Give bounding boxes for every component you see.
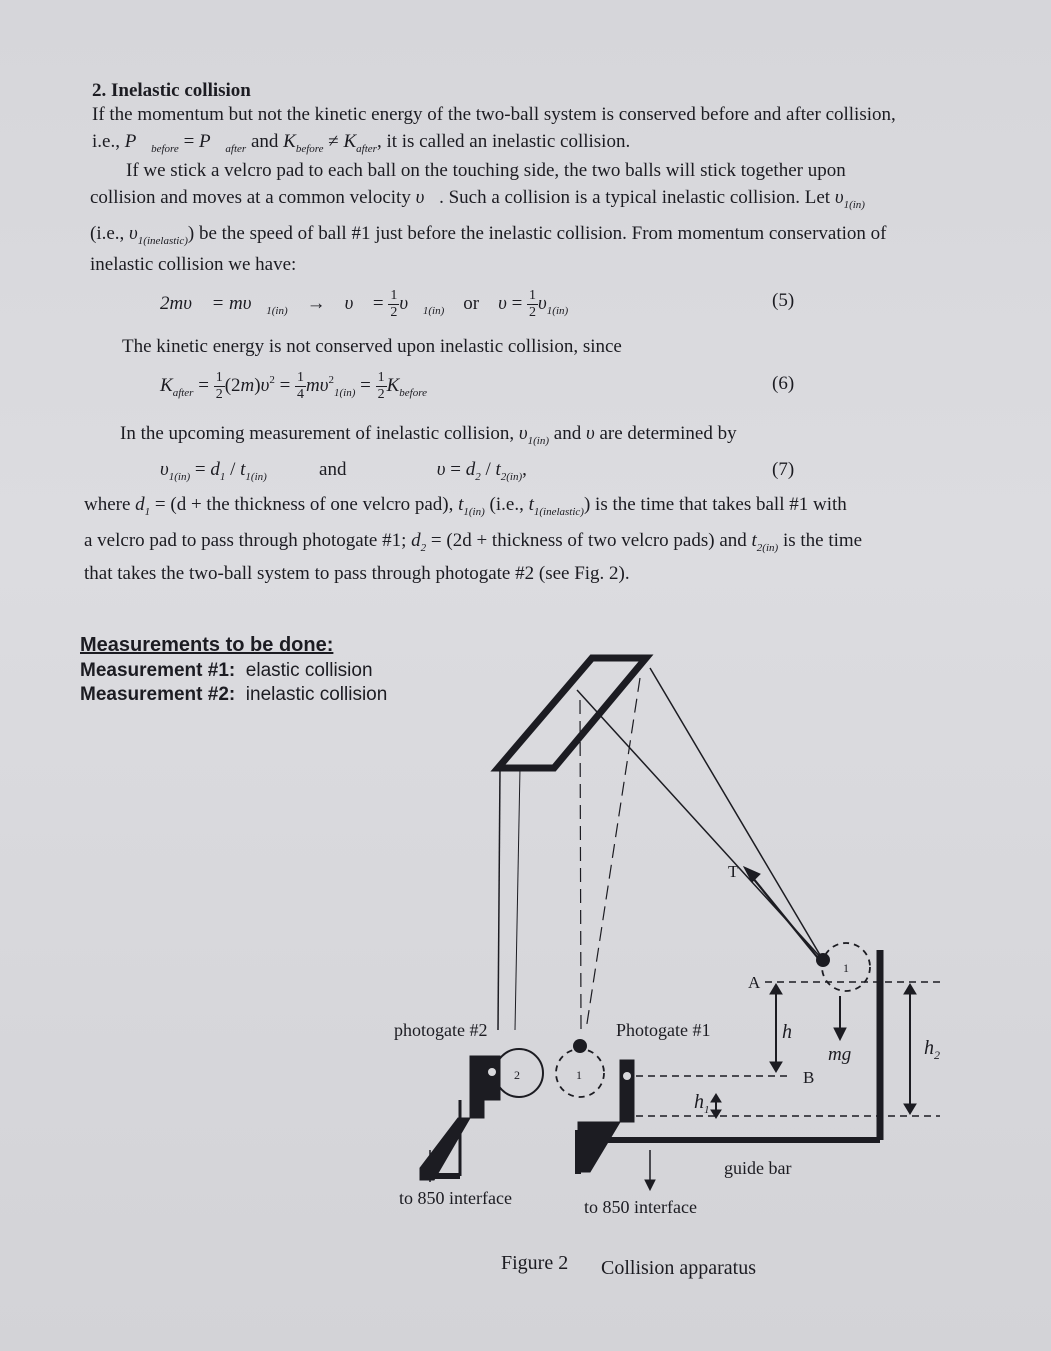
- figure-caption-number: Figure 2: [501, 1252, 569, 1274]
- equation-6-number: (6): [772, 373, 795, 394]
- measurement-2: Measurement #2: inelastic collision: [80, 684, 388, 705]
- string-inner: [515, 768, 520, 1030]
- figure-caption-title: Collision apparatus: [601, 1257, 756, 1279]
- label-ball-2: 2: [514, 1068, 520, 1082]
- kinetic-energy-line: The kinetic energy is not conserved upon inelastic collision, since: [122, 336, 622, 357]
- measurement-1: Measurement #1: elastic collision: [80, 660, 373, 681]
- photogate-2: [470, 1056, 484, 1118]
- label-h1: $h_1$: [694, 1091, 710, 1116]
- label-A: A: [748, 973, 761, 992]
- label-mg: mg: [828, 1044, 852, 1065]
- label-photogate-1: Photogate #1: [616, 1020, 711, 1040]
- section-heading: 2. Inelastic collision: [92, 80, 251, 101]
- tension-arrow: [748, 872, 818, 958]
- equation-7: $\upsilon_{1(in)} = d_1 / t_{1(in)}$ and $\upsilon = d_2 / t_{2(in)}$,: [160, 459, 527, 483]
- label-guide-bar: guide bar: [724, 1158, 792, 1178]
- paragraph-2-line-3: (i.e., $\upsilon_{1(inelastic)}$) be the speed of ball #1 just before the inelastic collision. From momentum conservation of: [90, 223, 887, 247]
- support-frame: [498, 658, 646, 768]
- label-interface-left: to 850 interface: [399, 1188, 512, 1208]
- label-T: T: [728, 862, 739, 881]
- label-h2: $h_2$: [924, 1037, 940, 1062]
- label-B: B: [803, 1068, 815, 1087]
- equation-5: 2mυ⃗ = $m\upsilon⃗_{1(in)}$ → υ⃗ = $\frac{1}{2}$ $\upsilon⃗_{1(in)}$ or υ = $\frac{1}{2}$ $\upsilon_{1(in)}$: [160, 288, 569, 320]
- tension-arrowhead: [744, 867, 760, 882]
- string-ball1-a: [580, 700, 581, 1030]
- paragraph-2-line-1: If we stick a velcro pad to each ball on the touching side, the two balls will stick together upon: [126, 160, 846, 181]
- where-line-1: where $d_1 = (d$ + the thickness of one velcro pad), $t_{1(in)}$ (i.e., $t_{1(inelastic)}$) is the time that takes ball #1 with: [84, 494, 847, 518]
- measurement-line: In the upcoming measurement of inelastic collision, $\upsilon_{1(in)}$ and υ are determined by: [120, 423, 737, 447]
- equation-6: $K_{after}$ = $\frac{1}{2}$ $(2m)\upsilon^2$ = $\frac{1}{4}$ $m\upsilon^2_{1(in)}$ = $\frac{1}{2}$ $K_{before}$: [160, 370, 427, 402]
- measurements-title: Measurements to be done:: [80, 634, 334, 656]
- paragraph-2-line-4: inelastic collision we have:: [90, 254, 297, 275]
- equation-7-number: (7): [772, 459, 795, 480]
- label-h: h: [782, 1021, 792, 1043]
- paragraph-1-line-1: If the momentum but not the kinetic energy of the two-ball system is conserved before and after collision,: [92, 104, 896, 125]
- paragraph-2-line-2: collision and moves at a common velocity υ⃗. Such a collision is a typical inelastic collision. Let $\upsilon_{1(in)}$: [90, 187, 865, 211]
- string-ball1-b: [586, 678, 640, 1030]
- paragraph-1-line-2: i.e., $P⃗_{before}$ = $P⃗_{after}$ and $K_{before} \ne K_{after}$, it is called an inelastic collision.: [92, 131, 631, 155]
- label-interface-right: to 850 interface: [584, 1197, 697, 1217]
- string-raised-b: [650, 668, 823, 960]
- label-ball-1-raised: 1: [843, 961, 849, 975]
- string-left: [498, 768, 500, 1030]
- photogate-1: [620, 1060, 634, 1122]
- equation-5-number: (5): [772, 290, 795, 311]
- label-ball-1: 1: [576, 1068, 582, 1082]
- label-photogate-2: photogate #2: [394, 1020, 488, 1040]
- where-line-3: that takes the two-ball system to pass through photogate #2 (see Fig. 2).: [84, 563, 630, 584]
- where-line-2: a velcro pad to pass through photogate #1; $d_2 = (2d$ + thickness of two velcro pads) and $t_{2(in)}$ is the time: [84, 530, 863, 554]
